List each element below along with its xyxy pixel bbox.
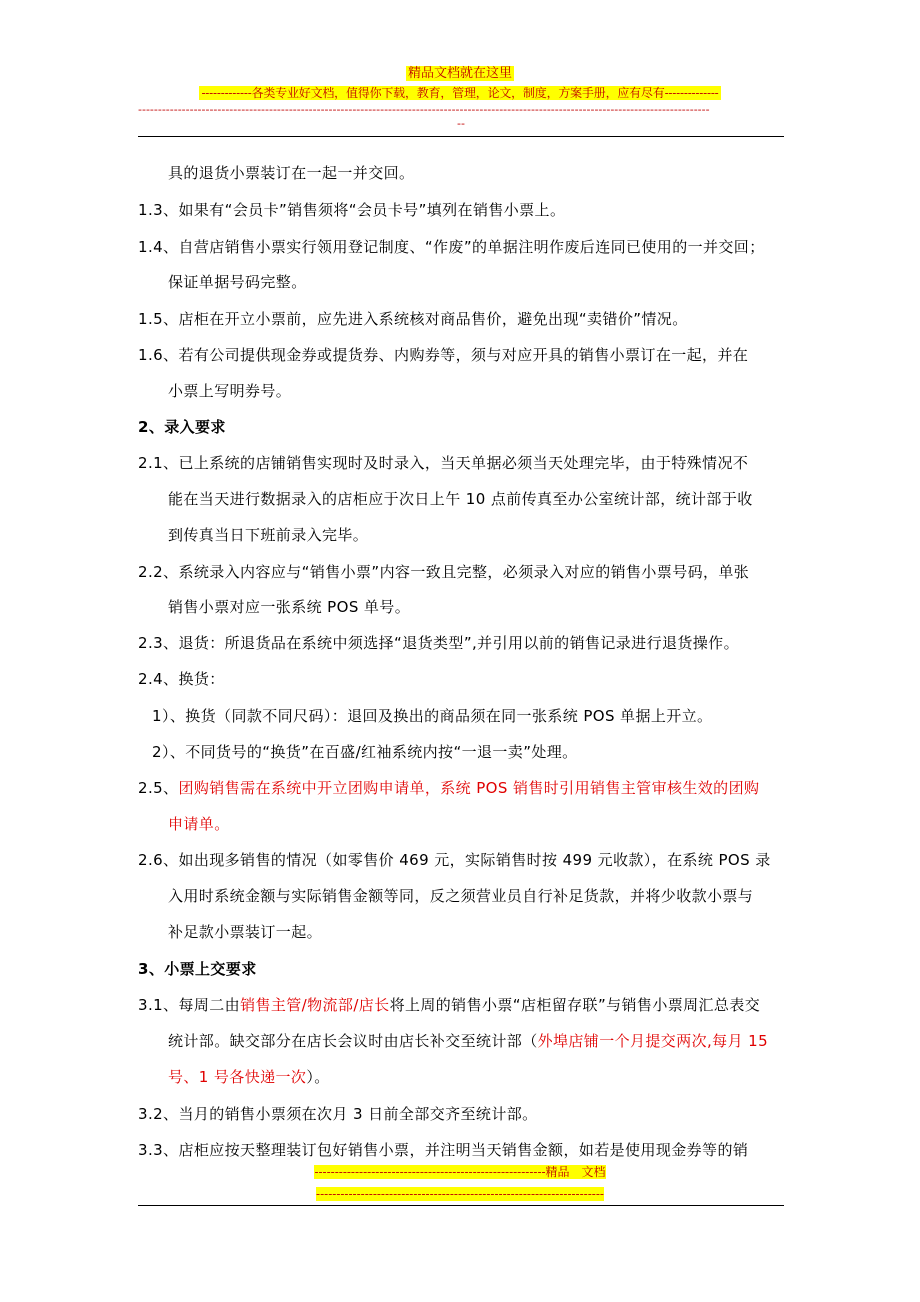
body-line: 小票上写明券号。 [168, 382, 292, 400]
footer-rule [138, 1205, 784, 1206]
body-line: 1.3、如果有“会员卡”销售须将“会员卡号”填列在销售小票上。 [138, 201, 566, 219]
highlight-text: 申请单。 [168, 815, 230, 833]
footer-banner: ---------------------------------------------------------精品 文档 [314, 1165, 606, 1179]
body-line: 2.1、已上系统的店铺销售实现时及时录入，当天单据必须当天处理完毕，由于特殊情况不 [138, 454, 749, 472]
body-line: 号、1 号各快递一次）。 [168, 1068, 330, 1086]
body-line: 具的退货小票装订在一起一并交回。 [168, 164, 415, 182]
dash-divider: ------------------------------------------------------------------------------------------------------------------------------------------------ [138, 104, 710, 116]
header-rule [138, 136, 784, 137]
body-line: 1.5、店柜在开立小票前，应先进入系统核对商品售价，避免出现“卖错价”情况。 [138, 310, 688, 328]
body-line: 2.5、团购销售需在系统中开立团购申请单，系统 POS 销售时引用销售主管审核生效的团购 [138, 779, 760, 797]
footer-dashes: ----------------------------------------------------------------------- [316, 1187, 604, 1201]
body-line: 补足款小票装订一起。 [168, 923, 323, 941]
body-line: 1.4、自营店销售小票实行领用登记制度、“作废”的单据注明作废后连同已使用的一并交回； [138, 238, 765, 256]
body-line: 1.6、若有公司提供现金券或提货券、内购券等，须与对应开具的销售小票订在一起，并在 [138, 346, 749, 364]
body-line: 2.6、如出现多销售的情况（如零售价 469 元，实际销售时按 499 元收款），在系统 POS 录 [138, 851, 771, 869]
body-line: 3.3、店柜应按天整理装订包好销售小票，并注明当天销售金额，如若是使用现金券等的销 [138, 1141, 749, 1159]
body-line: 2.2、系统录入内容应与“销售小票”内容一致且完整，必须录入对应的销售小票号码，单张 [138, 563, 750, 581]
body-line: 入用时系统金额与实际销售金额等同，反之须营业员自行补足货款，并将少收款小票与 [168, 887, 754, 905]
body-line: 1）、换货（同款不同尺码）：退回及换出的商品须在同一张系统 POS 单据上开立。 [152, 707, 713, 725]
header-tagline: -------------各类专业好文档，值得你下载，教育，管理，论文，制度，方案手册，应有尽有-------------- [201, 86, 719, 100]
section-heading: 3、小票上交要求 [138, 960, 257, 978]
header-title: 精品文档就在这里 [407, 66, 512, 81]
highlight-text: 外埠店铺一个月提交两次,每月 15 [537, 1032, 769, 1050]
body-line: 3.1、每周二由销售主管/物流部/店长将上周的销售小票“店柜留存联”与销售小票周汇总表交 [138, 996, 761, 1014]
body-line: 保证单据号码完整。 [168, 273, 307, 291]
body-line: 能在当天进行数据录入的店柜应于次日上午 10 点前传真至办公室统计部，统计部于收 [168, 490, 753, 508]
highlight-text: 销售主管/物流部/店长 [240, 996, 390, 1014]
body-line: 到传真当日下班前录入完毕。 [168, 526, 369, 544]
highlight-text: 团购销售需在系统中开立团购申请单，系统 POS 销售时引用销售主管审核生效的团购 [178, 779, 760, 797]
body-line: 2.3、退货：所退货品在系统中须选择“退货类型”,并引用以前的销售记录进行退货操作。 [138, 634, 739, 652]
body-line: 3.2、当月的销售小票须在次月 3 日前全部交齐至统计部。 [138, 1105, 538, 1123]
body-line: 统计部。缺交部分在店长会议时由店长补交至统计部（外埠店铺一个月提交两次,每月 15 [168, 1032, 769, 1050]
body-line: 2）、不同货号的“换货”在百盛/红袖系统内按“一退一卖”处理。 [152, 743, 578, 761]
dash-divider-tail: -- [457, 118, 465, 130]
body-line: 2.4、换货： [138, 670, 225, 688]
body-line: 销售小票对应一张系统 POS 单号。 [168, 598, 411, 616]
highlight-text: 号、1 号各快递一次 [168, 1068, 307, 1086]
section-heading: 2、录入要求 [138, 418, 226, 436]
